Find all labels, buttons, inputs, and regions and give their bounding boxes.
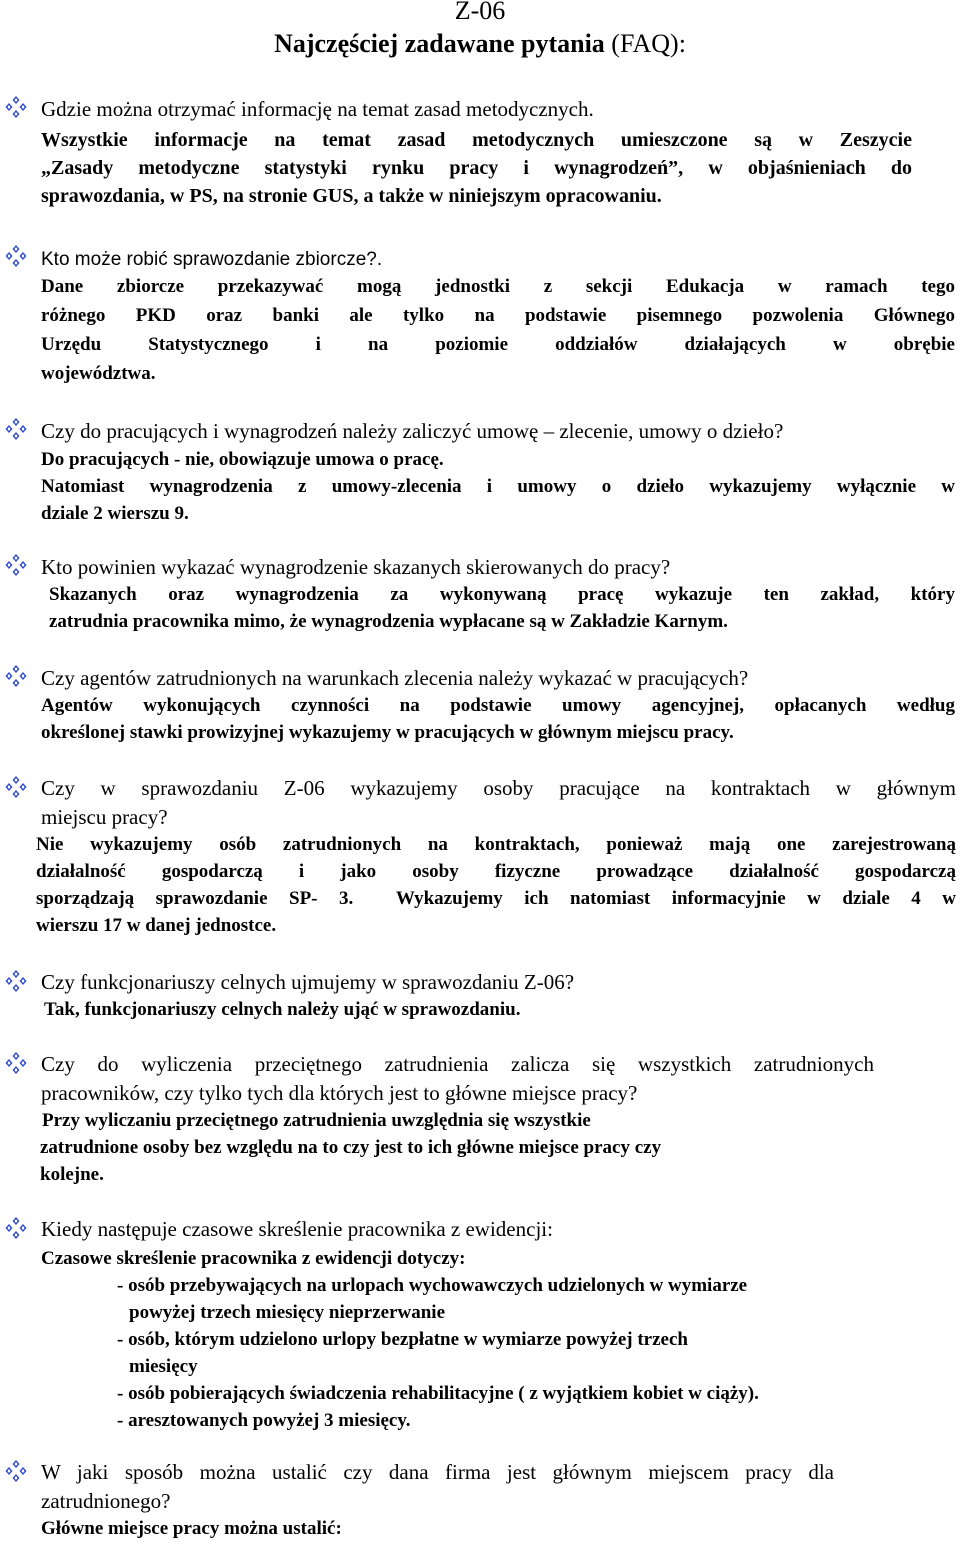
diamond-bullet-icon xyxy=(2,1052,30,1080)
diamond-bullet-icon xyxy=(2,665,30,693)
question-text: Kto może robić sprawozdanie zbiorcze?. xyxy=(41,249,383,270)
answer-line: Nie wykazujemy osób zatrudnionych na kontraktach, ponieważ mają one zarejestrowaną xyxy=(36,834,956,855)
question-line: W jaki sposób można ustalić czy dana firma jest głównym miejscem pracy dla xyxy=(41,1460,834,1484)
answer-line: Natomiast wynagrodzenia z umowy-zlecenia i umowy o dzieło wykazujemy wyłącznie w xyxy=(41,476,955,497)
list-item-continuation: miesięcy xyxy=(129,1356,198,1377)
faq-question xyxy=(41,417,954,446)
question-line: miejscu pracy? xyxy=(41,805,168,829)
list-item: - osób pobierających świadczenia rehabilitacyjne ( z wyjątkiem kobiet w ciąży). xyxy=(117,1383,759,1404)
answer-line: dziale 2 wierszu 9. xyxy=(41,503,189,524)
diamond-bullet-icon xyxy=(2,776,30,804)
answer-line: sprawozdania, w PS, na stronie GUS, a także w niniejszym opracowaniu. xyxy=(41,185,662,207)
faq-answer xyxy=(41,1245,941,1272)
faq-answer xyxy=(36,831,956,939)
answer-line: Agentów wykonujących czynności na podstawie umowy agencyjnej, opłacanych według xyxy=(41,695,955,716)
question-text: Gdzie można otrzymać informację na temat zasad metodycznych. xyxy=(41,97,594,121)
list-item: - aresztowanych powyżej 3 miesięcy. xyxy=(117,1410,411,1431)
answer-line: Do pracujących - nie, obowiązuje umowa o pracę. xyxy=(41,449,444,470)
question-text: Czy do pracujących i wynagrodzeń należy zaliczyć umowę – zlecenie, umowy o dzieło? xyxy=(41,419,784,443)
list-item-continuation: powyżej trzech miesięcy nieprzerwanie xyxy=(129,1302,446,1323)
list-item: - osób przebywających na urlopach wychowawczych udzielonych w wymiarze xyxy=(117,1275,748,1296)
faq-question xyxy=(41,1215,954,1244)
diamond-bullet-icon xyxy=(2,554,30,582)
question-text: Kto powinien wykazać wynagrodzenie skazanych skierowanych do pracy? xyxy=(41,555,671,579)
answer-line: Wszystkie informacje na temat zasad metodycznych umieszczone są w Zeszycie xyxy=(41,129,912,151)
list-item: - osób, którym udzielono urlopy bezpłatne w wymiarze powyżej trzech xyxy=(117,1329,688,1350)
faq-question xyxy=(41,664,954,693)
question-line: pracowników, czy tylko tych dla których jest to główne miejsce pracy? xyxy=(41,1081,638,1105)
faq-answer xyxy=(41,272,955,388)
answer-line: Główne miejsce pracy można ustalić: xyxy=(41,1518,342,1539)
question-text: Czy funkcjonariuszy celnych ujmujemy w sprawozdaniu Z-06? xyxy=(41,970,575,994)
faq-answer xyxy=(41,1515,941,1542)
answer-line: Przy wyliczaniu przeciętnego zatrudnienia uwzględnia się wszystkie xyxy=(42,1110,591,1131)
answer-line: zatrudnia pracownika mimo, że wynagrodzenia wypłacane są w Zakładzie Karnym. xyxy=(49,611,728,632)
question-line: zatrudnionego? xyxy=(41,1489,171,1513)
faq-question xyxy=(41,774,956,832)
document-code: Z-06 xyxy=(454,0,506,25)
question-line: Czy w sprawozdaniu Z-06 wykazujemy osoby pracujące na kontraktach w głównym xyxy=(41,776,956,800)
page-title-bold: Najczęściej zadawane pytania xyxy=(274,29,605,58)
faq-answer xyxy=(49,581,955,635)
diamond-bullet-icon xyxy=(2,418,30,446)
diamond-bullet-icon xyxy=(2,970,30,998)
question-text: Czy agentów zatrudnionych na warunkach zlecenia należy wykazać w pracujących? xyxy=(41,666,749,690)
faq-question xyxy=(41,95,954,124)
page-title xyxy=(0,29,960,59)
diamond-bullet-icon xyxy=(2,245,30,273)
answer-line: działalność gospodarczą i jako osoby fizyczne prowadzące działalność gospodarczą xyxy=(36,861,956,882)
faq-question xyxy=(41,553,954,582)
question-line: Czy do wyliczenia przeciętnego zatrudnienia zalicza się wszystkich zatrudnionych xyxy=(41,1052,874,1076)
faq-question xyxy=(41,1458,834,1516)
faq-answer xyxy=(41,126,912,210)
faq-question xyxy=(41,1050,874,1108)
answer-line: „Zasady metodyczne statystyki rynku pracy i wynagrodzeń”, w objaśnieniach do xyxy=(41,157,912,179)
page-title-suffix: (FAQ): xyxy=(604,29,686,58)
answer-line: wierszu 17 w danej jednostce. xyxy=(36,915,277,936)
answer-line: różnego PKD oraz banki ale tylko na podstawie pisemnego pozwolenia Głównego xyxy=(41,305,955,326)
answer-line: Skazanych oraz wynagrodzenia za wykonywaną pracę wykazuje ten zakład, który xyxy=(49,584,955,605)
faq-answer xyxy=(44,996,944,1023)
diamond-bullet-icon xyxy=(2,1460,30,1488)
faq-answer xyxy=(40,1107,800,1188)
answer-line: województwa. xyxy=(41,363,156,384)
answer-line: określonej stawki prowizyjnej wykazujemy w pracujących w głównym miejscu pracy. xyxy=(41,722,734,743)
answer-line: Tak, funkcjonariuszy celnych należy ująć w sprawozdaniu. xyxy=(44,999,521,1020)
question-text: Kiedy następuje czasowe skreślenie pracownika z ewidencji: xyxy=(41,1217,553,1241)
faq-answer xyxy=(41,446,955,527)
answer-line: kolejne. xyxy=(40,1164,104,1185)
faq-question xyxy=(41,968,954,997)
answer-line: sporządzają sprawozdanie SP- 3. Wykazujemy ich natomiast informacyjnie w dziale 4 w xyxy=(36,888,956,909)
answer-line: zatrudnione osoby bez względu na to czy jest to ich główne miejsce pracy czy xyxy=(40,1137,662,1158)
answer-line: Dane zbiorcze przekazywać mogą jednostki z sekcji Edukacja w ramach tego xyxy=(41,276,955,297)
exclusion-list xyxy=(117,1272,759,1434)
faq-question xyxy=(41,245,954,274)
answer-line: Czasowe skreślenie pracownika z ewidencji dotyczy: xyxy=(41,1248,466,1269)
diamond-bullet-icon xyxy=(2,1217,30,1245)
faq-answer xyxy=(41,692,955,746)
answer-line: Urzędu Statystycznego i na poziomie oddziałów działających w obrębie xyxy=(41,334,955,355)
diamond-bullet-icon xyxy=(2,96,30,124)
